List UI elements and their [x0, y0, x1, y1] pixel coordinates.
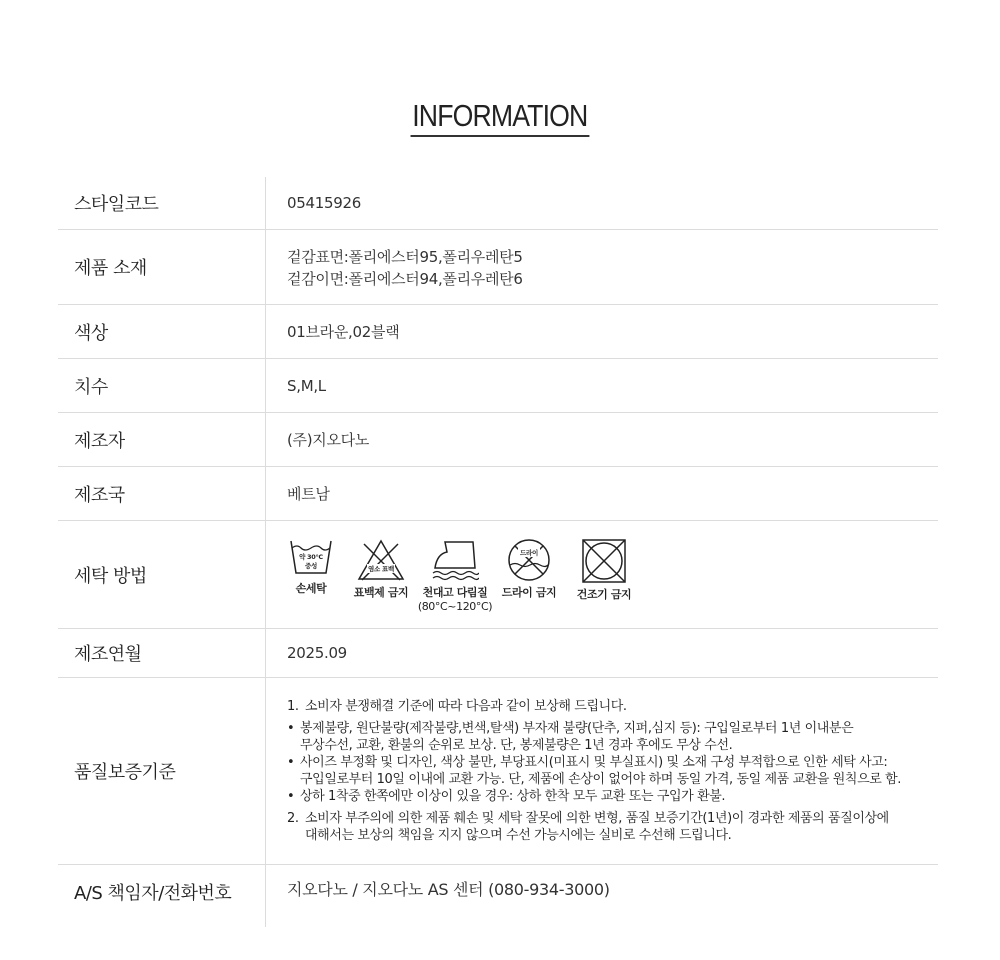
no-tumble-dry-icon [581, 538, 627, 584]
no-bleach-text: 염소 표백 [368, 565, 394, 573]
bullet-line: 상하 1착중 한쪽에만 이상이 있을 경우: 상하 한착 모두 교환 또는 구입가 환불. [300, 789, 726, 804]
row-as-contact [58, 865, 938, 927]
bullet-line: 봉제불량, 원단불량(제작불량,변색,탈색) 부자재 불량(단추, 지퍼,심지 등): 구입일로부터 1년 이내분은 [300, 721, 854, 736]
row-manufacture-date [58, 629, 938, 678]
row-value [266, 305, 938, 358]
hand-wash-icon [289, 538, 333, 578]
care-label: 표백제 금지 [353, 586, 409, 599]
row-label: 제조연월 [58, 629, 266, 677]
size-value: S,M,L [287, 376, 326, 395]
row-color [58, 305, 938, 359]
care-label: 드라이 금지 [501, 586, 557, 599]
row-value [266, 359, 938, 412]
care-item [499, 538, 559, 600]
bullet-dot: • [287, 755, 295, 770]
row-value [266, 413, 938, 466]
row-value [266, 521, 938, 628]
row-value [266, 467, 938, 520]
item-text-cont: 대해서는 보상의 책임을 지지 않으며 수선 가능시에는 실비로 수선해 드립니다. [305, 828, 732, 843]
bullet-dot: • [287, 789, 295, 804]
row-material [58, 230, 938, 305]
hand-wash-detergent: 중성 [305, 562, 317, 570]
bullet-item [287, 754, 938, 788]
maker-value: (주)지오다노 [287, 430, 370, 449]
bullet-line: 무상수선, 교환, 환불의 순위로 보상. 단, 봉제불량은 1년 경과 후에도 무상 수선. [300, 738, 733, 753]
info-table [58, 177, 938, 927]
material-line-1: 겉감표면:폴리에스터95,폴리우레탄5 [287, 248, 523, 266]
row-value [266, 230, 938, 304]
bullet-line: 사이즈 부정확 및 디자인, 색상 불만, 부당표시(미표시 및 부실표시) 및 소재 구성 부적합으로 인한 세탁 사고: [300, 755, 888, 770]
iron-cloth-icon [431, 538, 479, 582]
bullet-line: 구입일로부터 10일 이내에 교환 가능. 단, 제품에 손상이 없어야 하며 동일 가격, 동일 제품 교환을 원칙으로 함. [300, 772, 902, 787]
page-title: INFORMATION [411, 98, 590, 137]
row-value [266, 865, 938, 927]
date-value: 2025.09 [287, 644, 347, 662]
row-quality-standard [58, 678, 938, 865]
care-item [417, 538, 493, 613]
no-dry-clean-icon [506, 538, 552, 582]
care-sublabel: (80°C~120°C) [417, 600, 493, 613]
row-label: 제품 소재 [58, 230, 266, 304]
row-label: 제조국 [58, 467, 266, 520]
row-country [58, 467, 938, 521]
row-style-code [58, 177, 938, 230]
quality-item-2 [287, 810, 938, 827]
item-number: 1. [287, 699, 299, 714]
care-label: 건조기 금지 [576, 588, 632, 601]
quality-text [266, 678, 938, 864]
row-maker [58, 413, 938, 467]
item-text: 소비자 분쟁해결 기준에 따라 다음과 같이 보상해 드립니다. [305, 699, 627, 714]
row-size [58, 359, 938, 413]
row-label: 색상 [58, 305, 266, 358]
dry-clean-text: 드라이 [520, 549, 538, 557]
row-label: 치수 [58, 359, 266, 412]
row-label: 품질보증기준 [58, 678, 266, 864]
as-contact-value: 지오다노 / 지오다노 AS 센터 (080-934-3000) [287, 880, 610, 899]
bullet-dot: • [287, 721, 295, 736]
row-label: 스타일코드 [58, 177, 266, 229]
row-wash [58, 521, 938, 629]
row-label: 제조자 [58, 413, 266, 466]
item-number: 2. [287, 811, 299, 826]
care-item [289, 538, 333, 596]
quality-item-1 [287, 698, 938, 715]
row-label: A/S 책임자/전화번호 [58, 865, 266, 927]
row-label: 세탁 방법 [58, 521, 266, 628]
hand-wash-temp: 약 30°C [299, 553, 323, 561]
care-item [349, 538, 413, 600]
style-code-value: 05415926 [287, 194, 361, 212]
material-line-2: 겉감이면:폴리에스터94,폴리우레탄6 [287, 270, 523, 288]
care-label: 천대고 다림질 [422, 586, 488, 599]
quality-bullets [287, 720, 938, 805]
row-value [266, 177, 938, 229]
item-text: 소비자 부주의에 의한 제품 훼손 및 세탁 잘못에 의한 변형, 품질 보증기간(1년)이 경과한 제품의 품질이상에 [305, 811, 889, 826]
care-label: 손세탁 [295, 582, 327, 595]
no-bleach-icon [356, 538, 406, 582]
row-value [266, 629, 938, 677]
bullet-item [287, 788, 938, 805]
bullet-item [287, 720, 938, 754]
care-item [573, 538, 635, 602]
color-value: 01브라운,02블랙 [287, 322, 400, 341]
title-wrap [0, 98, 1000, 137]
care-icons [287, 538, 938, 613]
country-value: 베트남 [287, 484, 330, 503]
